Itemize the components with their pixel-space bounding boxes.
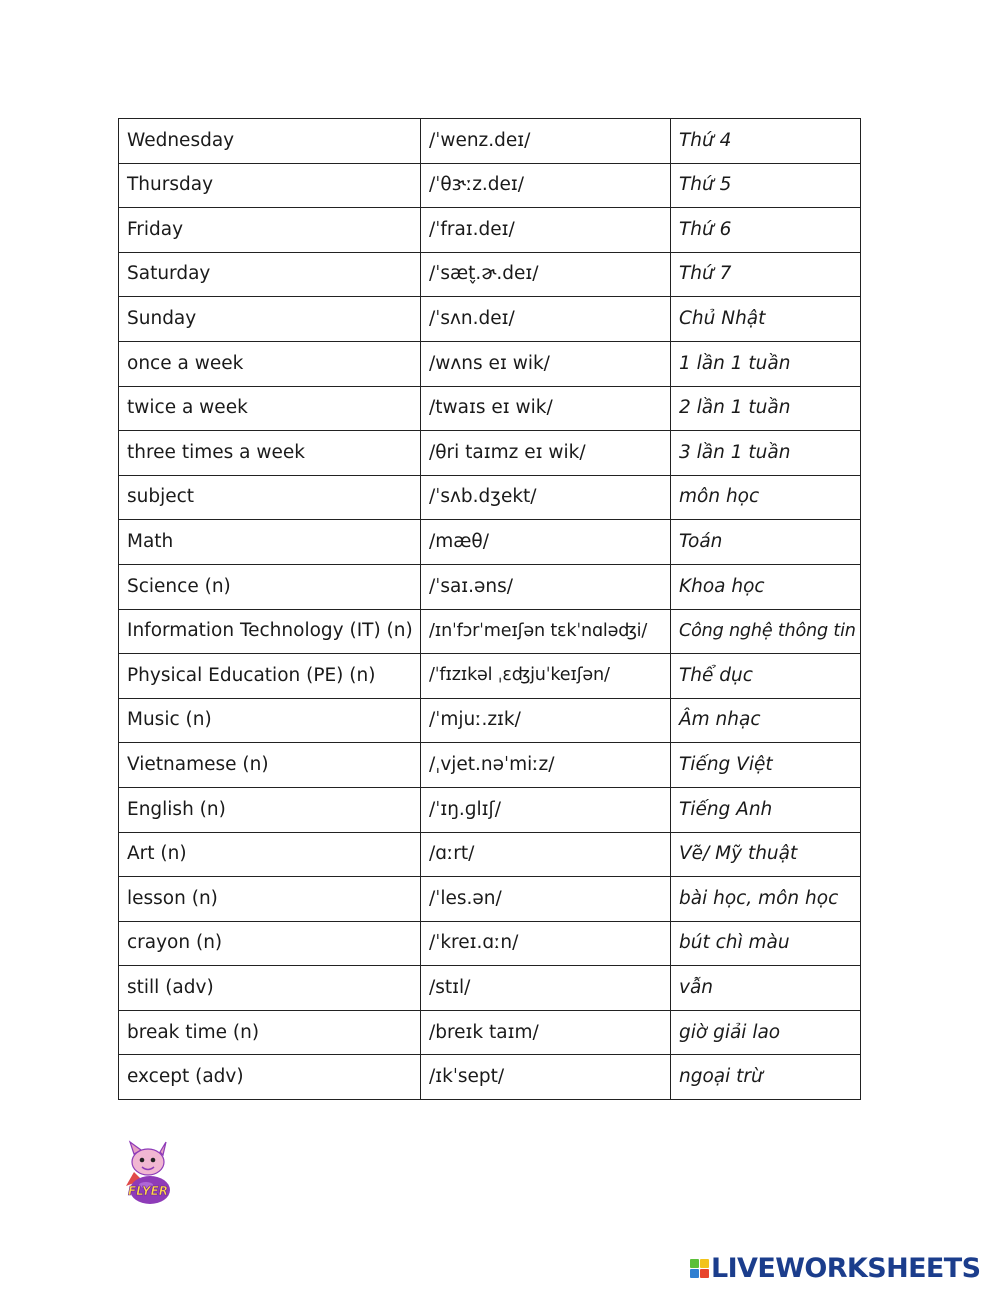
vocab-word: Friday <box>119 208 421 253</box>
table-row <box>119 119 861 164</box>
vocab-meaning: Tiếng Việt <box>671 743 861 788</box>
vocab-meaning: ngoại trừ <box>671 1055 861 1100</box>
vocab-meaning: Thứ 7 <box>671 252 861 297</box>
vocabulary-table-body <box>119 119 861 1100</box>
vocab-word: still (adv) <box>119 966 421 1011</box>
vocab-word: except (adv) <box>119 1055 421 1100</box>
vocab-ipa: /θri taɪmz eɪ wik/ <box>421 431 671 476</box>
vocab-word: Science (n) <box>119 564 421 609</box>
vocab-meaning: Thứ 6 <box>671 208 861 253</box>
vocab-ipa: /mæθ/ <box>421 520 671 565</box>
vocab-meaning: Công nghệ thông tin <box>671 609 861 654</box>
vocab-ipa: /ˈles.ən/ <box>421 877 671 922</box>
vocabulary-table <box>118 118 861 1100</box>
table-row <box>119 609 861 654</box>
vocab-ipa: /ˌvjet.nəˈmiːz/ <box>421 743 671 788</box>
vocab-meaning: bút chì màu <box>671 921 861 966</box>
liveworksheets-brand <box>690 1252 980 1284</box>
vocab-ipa: /ˈfraɪ.deɪ/ <box>421 208 671 253</box>
vocab-ipa: /ɪkˈsept/ <box>421 1055 671 1100</box>
vocab-ipa: /ˈsaɪ.əns/ <box>421 564 671 609</box>
vocab-meaning: bài học, môn học <box>671 877 861 922</box>
vocab-meaning: môn học <box>671 475 861 520</box>
vocab-word: Art (n) <box>119 832 421 877</box>
vocab-word: Music (n) <box>119 698 421 743</box>
vocab-ipa: /ˈfɪzɪkəl ˌɛʤjuˈkeɪʃən/ <box>421 654 671 699</box>
table-row <box>119 832 861 877</box>
flyer-logo-text: FLYER <box>127 1184 169 1198</box>
vocab-meaning: Vẽ/ Mỹ thuật <box>671 832 861 877</box>
vocab-meaning: 2 lần 1 tuần <box>671 386 861 431</box>
vocab-word: lesson (n) <box>119 877 421 922</box>
vocab-ipa: /ˈwenz.deɪ/ <box>421 119 671 164</box>
vocab-meaning: giờ giải lao <box>671 1010 861 1055</box>
vocab-meaning: 3 lần 1 tuần <box>671 431 861 476</box>
table-row <box>119 252 861 297</box>
vocab-ipa: /ˈθɝːz.deɪ/ <box>421 163 671 208</box>
table-row <box>119 877 861 922</box>
table-row <box>119 297 861 342</box>
vocab-meaning: Chủ Nhật <box>671 297 861 342</box>
vocab-word: Math <box>119 520 421 565</box>
vocab-word: once a week <box>119 341 421 386</box>
table-row <box>119 698 861 743</box>
vocab-meaning: Toán <box>671 520 861 565</box>
vocab-word: twice a week <box>119 386 421 431</box>
vocab-word: crayon (n) <box>119 921 421 966</box>
vocab-ipa: /ˈsʌn.deɪ/ <box>421 297 671 342</box>
table-row <box>119 431 861 476</box>
vocab-ipa: /ɑːrt/ <box>421 832 671 877</box>
vocab-word: break time (n) <box>119 1010 421 1055</box>
vocab-word: Sunday <box>119 297 421 342</box>
vocab-meaning: 1 lần 1 tuần <box>671 341 861 386</box>
table-row <box>119 386 861 431</box>
vocab-ipa: /ˈsæt̬.ɚ.deɪ/ <box>421 252 671 297</box>
vocab-meaning: Thứ 4 <box>671 119 861 164</box>
flyer-mascot-icon <box>120 1140 176 1206</box>
vocab-ipa: /ˈkreɪ.ɑːn/ <box>421 921 671 966</box>
vocab-word: English (n) <box>119 787 421 832</box>
vocab-word: Physical Education (PE) (n) <box>119 654 421 699</box>
vocab-word: Information Technology (IT) (n) <box>119 609 421 654</box>
table-row <box>119 1010 861 1055</box>
vocab-ipa: /ɪnˈfɔrˈmeɪʃən tɛkˈnɑləʤi/ <box>421 609 671 654</box>
liveworksheets-blocks-icon <box>690 1259 709 1278</box>
vocab-word: Wednesday <box>119 119 421 164</box>
vocab-meaning: vẫn <box>671 966 861 1011</box>
table-row <box>119 341 861 386</box>
vocab-ipa: /ˈsʌb.dʒekt/ <box>421 475 671 520</box>
table-row <box>119 208 861 253</box>
table-row <box>119 787 861 832</box>
vocab-meaning: Khoa học <box>671 564 861 609</box>
vocab-ipa: /breɪk taɪm/ <box>421 1010 671 1055</box>
vocab-meaning: Âm nhạc <box>671 698 861 743</box>
vocab-word: Saturday <box>119 252 421 297</box>
vocab-ipa: /stɪl/ <box>421 966 671 1011</box>
vocab-ipa: /wʌns eɪ wik/ <box>421 341 671 386</box>
table-row <box>119 966 861 1011</box>
table-row <box>119 654 861 699</box>
liveworksheets-brand-text: LIVEWORKSHEETS <box>711 1252 981 1284</box>
vocab-meaning: Tiếng Anh <box>671 787 861 832</box>
vocab-word: three times a week <box>119 431 421 476</box>
vocab-meaning: Thứ 5 <box>671 163 861 208</box>
table-row <box>119 163 861 208</box>
table-row <box>119 921 861 966</box>
table-row <box>119 475 861 520</box>
table-row <box>119 564 861 609</box>
vocab-ipa: /ˈmjuː.zɪk/ <box>421 698 671 743</box>
vocab-ipa: /ˈɪŋ.ɡlɪʃ/ <box>421 787 671 832</box>
vocab-ipa: /twaɪs eɪ wik/ <box>421 386 671 431</box>
vocab-meaning: Thể dục <box>671 654 861 699</box>
table-row <box>119 520 861 565</box>
vocab-word: Vietnamese (n) <box>119 743 421 788</box>
table-row <box>119 743 861 788</box>
vocab-word: Thursday <box>119 163 421 208</box>
table-row <box>119 1055 861 1100</box>
vocab-word: subject <box>119 475 421 520</box>
